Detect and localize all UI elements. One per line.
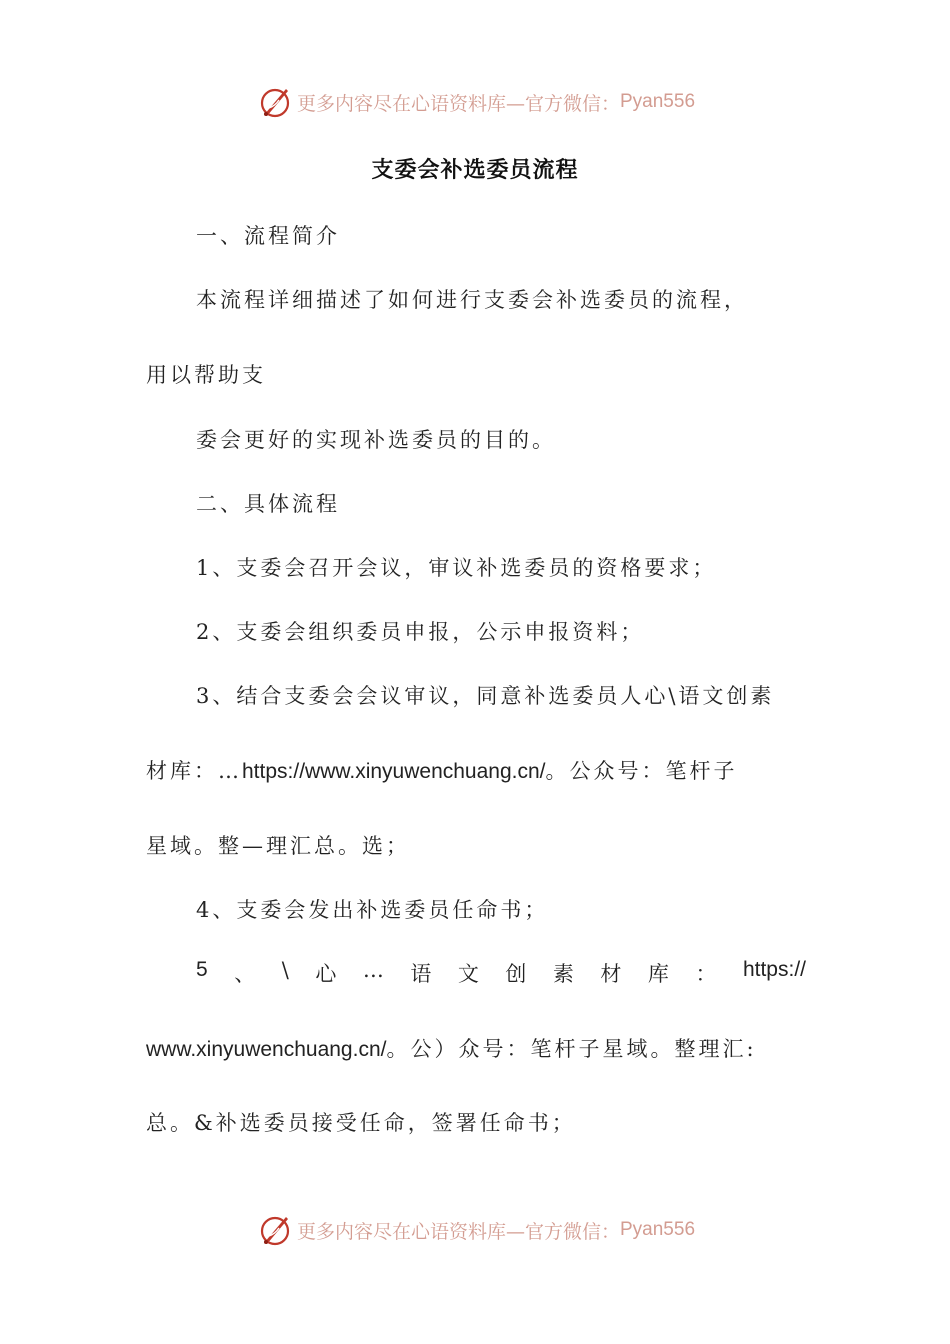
step-5-line-3: 总。&补选委员接受任命，签署任命书；	[146, 1111, 576, 1135]
step-3-suffix: 。公众号：笔杆子	[545, 759, 738, 783]
step-3-prefix: 材库：…	[146, 759, 242, 783]
step-5-char: 材	[600, 962, 622, 986]
section1-heading: 一、流程简介	[196, 224, 340, 248]
header-tagline: 更多内容尽在心语资料库—官方微信：	[296, 92, 620, 115]
intro-line-3: 委会更好的实现补选委员的目的。	[196, 428, 556, 452]
step-2: 2、支委会组织委员申报，公示申报资料；	[196, 620, 645, 644]
step-5-suffix: 。公）众号：笔杆子星域。整理汇:	[386, 1037, 757, 1061]
quill-pen-circle-icon	[255, 82, 295, 122]
step-3-url-link[interactable]: https://www.xinyuwenchuang.cn/	[242, 760, 546, 783]
step-5-char: 库	[647, 962, 669, 986]
step-5-url-start-link[interactable]: https://	[742, 958, 806, 981]
step-5-char: …	[362, 958, 384, 982]
step-5-char: 、	[234, 962, 256, 986]
step-3-line-1: 3、结合支委会会议审议，同意补选委员人心\语文创素	[196, 684, 775, 708]
quill-pen-circle-icon	[255, 1210, 295, 1250]
header-banner	[0, 80, 950, 124]
step-5-char: 创	[505, 962, 527, 986]
intro-line-2: 用以帮助支	[146, 363, 266, 387]
step-1: 1、支委会召开会议，审议补选委员的资格要求；	[196, 556, 717, 580]
footer-tagline: 更多内容尽在心语资料库—官方微信：	[296, 1220, 620, 1243]
step-5-char: ：	[695, 962, 717, 986]
section2-heading: 二、具体流程	[196, 492, 340, 516]
step-5-char: \	[281, 958, 289, 982]
step-5-url-link[interactable]: www.xinyuwenchuang.cn/	[146, 1038, 387, 1061]
step-3-line-2	[146, 755, 738, 785]
intro-line-1: 本流程详细描述了如何进行支委会补选委员的流程，	[196, 288, 748, 312]
step-5-char: 5	[196, 958, 208, 981]
document-title: 支委会补选委员流程	[371, 157, 579, 183]
step-5-char: 语	[410, 962, 432, 986]
step-5-line-1	[196, 958, 806, 988]
footer-wechat-id: Pyan556	[620, 1219, 696, 1240]
step-3-line-3: 星域。整—理汇总。选；	[146, 834, 410, 858]
step-5-char: 素	[552, 962, 574, 986]
header-wechat-id: Pyan556	[620, 91, 696, 112]
step-5-char: 文	[457, 962, 479, 986]
step-4: 4、支委会发出补选委员任命书；	[196, 898, 549, 922]
step-5-line-2	[146, 1033, 757, 1063]
step-5-char: 心	[315, 962, 337, 986]
footer-banner	[0, 1208, 950, 1252]
